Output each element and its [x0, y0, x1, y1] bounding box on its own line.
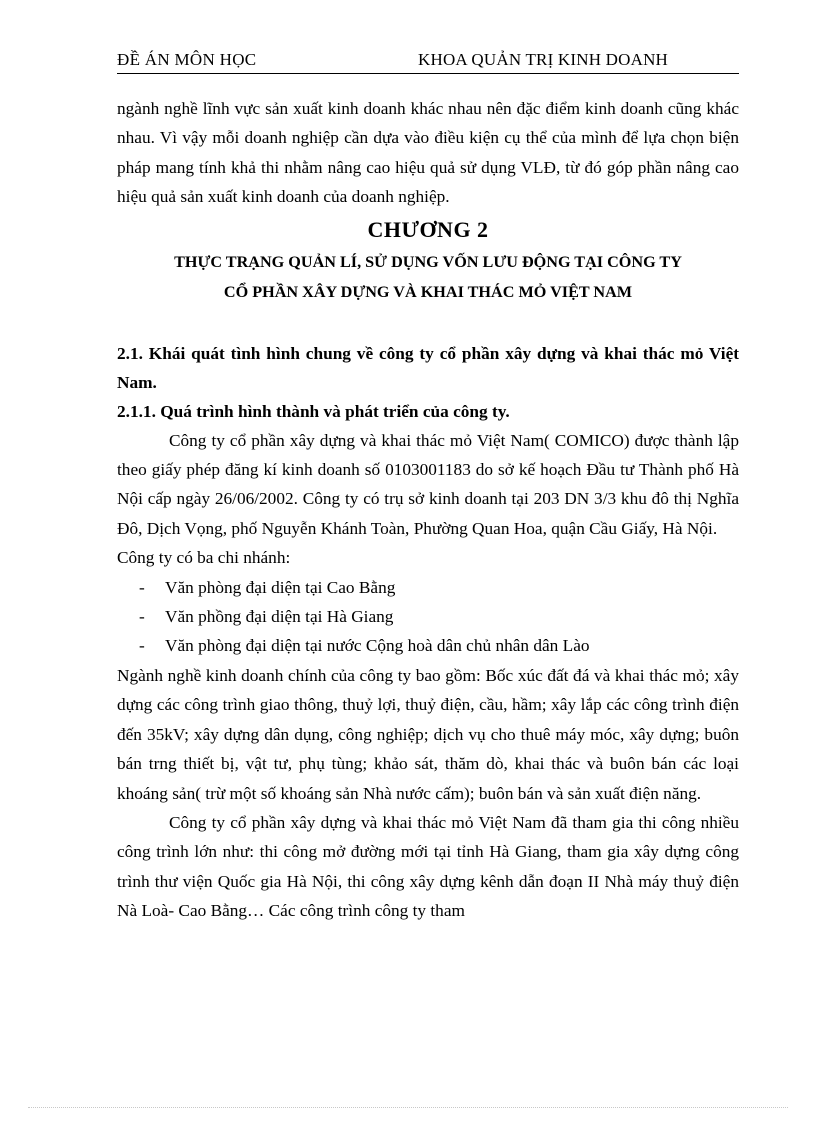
header-course-title: ĐỀ ÁN MÔN HỌC	[117, 50, 257, 69]
intro-paragraph: ngành nghề lĩnh vực sản xuất kinh doanh khác nhau nên đặc điểm kinh doanh cũng khác nhau. Vì vậy mỗi doanh nghiệp cần dựa vào điều kiện cụ thể của mình để lựa chọn biện pháp mang tính khả thi nhằm nâng cao hiệu quả sử dụng VLĐ, từ đó góp phần nâng cao hiệu quả sản xuất kinh doanh của doanh nghiệp.	[117, 99, 739, 207]
section-heading-2-1-1: 2.1.1. Quá trình hình thành và phát triển của công ty.	[117, 401, 510, 421]
spacer	[117, 307, 739, 339]
list-item	[117, 631, 739, 660]
list-item	[117, 602, 739, 631]
branch-list	[117, 573, 739, 661]
branches-intro: Công ty có ba chi nhánh:	[117, 548, 291, 568]
page-bottom-divider	[28, 1107, 788, 1108]
document-body	[117, 94, 739, 926]
branch-label: Văn phòng đại diện tại Cao Bằng	[165, 577, 396, 597]
chapter-subtitle-line-1: THỰC TRẠNG QUẢN LÍ, SỬ DỤNG VỐN LƯU ĐỘNG TẠI CÔNG TY	[174, 252, 682, 271]
list-item	[117, 573, 739, 602]
dash-bullet: -	[139, 607, 145, 627]
dash-bullet: -	[139, 577, 145, 597]
page-header	[117, 49, 739, 74]
chapter-title: CHƯƠNG 2	[367, 216, 489, 242]
business-lines-paragraph: Ngành nghề kinh doanh chính của công ty bao gồm: Bốc xúc đất đá và khai thác mỏ; xây dựng các công trình giao thông, thuỷ lợi, thuỷ điện, cầu, hầm; xây lắp các công trình điện đến 35kV; xây dựng dân dụng, công nghiệp; dịch vụ cho thuê máy móc, xây dựng; buôn bán trng thiết bị, vật tư, phụ tùng; khảo sát, thăm dò, khai thác và buôn bán các loại khoáng sản( trừ một số khoáng sản Nhà nước cấm); buôn bán và sản xuất điện năng.	[117, 665, 739, 803]
section-heading-2-1: 2.1. Khái quát tình hình chung về công ty cổ phần xây dựng và khai thác mỏ Việt Nam.	[117, 343, 739, 392]
projects-paragraph: Công ty cổ phần xây dựng và khai thác mỏ Việt Nam đã tham gia thi công nhiều công trình lớn như: thi công mở đường mới tại tỉnh Hà Giang, tham gia xây dựng công trình thư viện Quốc gia Hà Nội, thi công xây dựng kênh dẫn đoạn II Nhà máy thuỷ điện Nà Loà- Cao Bằng… Các công trình công ty tham	[117, 812, 739, 921]
branch-label: Văn phồng đại diện tại Hà Giang	[165, 607, 394, 627]
branch-label: Văn phòng đại diện tại nước Cộng hoà dân chủ nhân dân Lào	[165, 636, 590, 656]
header-faculty: KHOA QUẢN TRỊ KINH DOANH	[418, 50, 669, 69]
company-founding-paragraph: Công ty cổ phần xây dựng và khai thác mỏ Việt Nam( COMICO) được thành lập theo giấy phép đăng kí kinh doanh số 0103001183 do sở kế hoạch Đầu tư Thành phố Hà Nội cấp ngày 26/06/2002. Công ty có trụ sở kinh doanh tại 203 DN 3/3 khu đô thị Nghĩa Đô, Dịch Vọng, phố Nguyễn Khánh Toàn, Phường Quan Hoa, quận Cầu Giấy, Hà Nội.	[117, 430, 739, 538]
chapter-subtitle	[117, 247, 739, 307]
dash-bullet: -	[139, 636, 145, 656]
chapter-subtitle-line-2: CỔ PHẦN XÂY DỰNG VÀ KHAI THÁC MỎ VIỆT NAM	[223, 282, 633, 301]
